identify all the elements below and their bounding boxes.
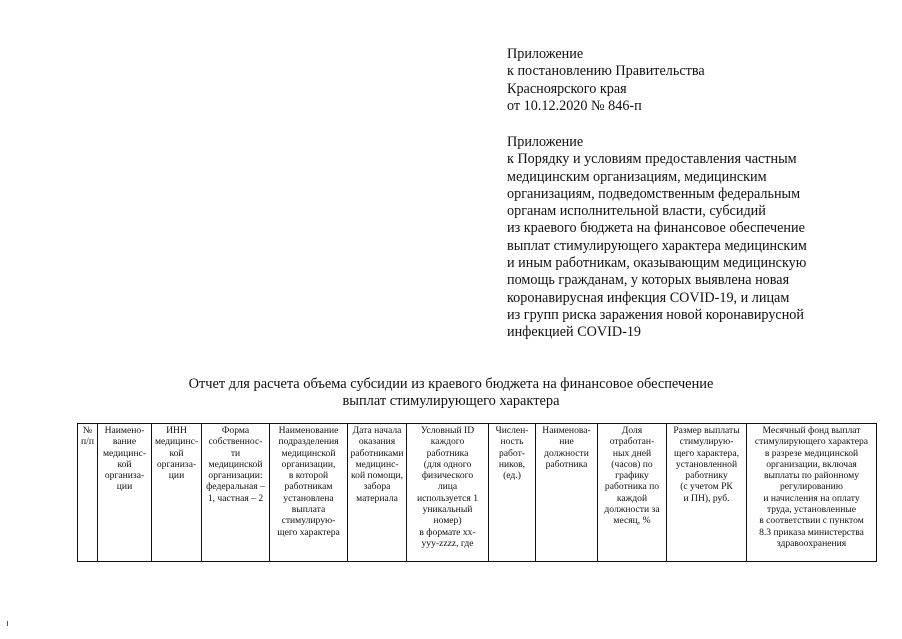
table-header-row (78, 424, 877, 562)
appendix-header-government-resolution (507, 46, 705, 115)
col-header-headcount: Числен- ность работ- ников, (ед.) (489, 424, 536, 562)
col-header-start-date: Дата начала оказания работниками медицинс- кой помощи, забора материала (348, 424, 407, 562)
appendix2-line: коронавирусная инфекция COVID-19, и лицам (507, 289, 790, 306)
col-header-number: № п/п (78, 424, 98, 562)
appendix1-line: от 10.12.2020 № 846-п (507, 97, 642, 114)
appendix2-line: органам исполнительной власти, субсидий (507, 203, 766, 220)
appendix2-line: выплат стимулирующего характера медицинским (507, 237, 807, 254)
report-title-line-2: выплат стимулирующего характера (342, 393, 560, 409)
col-header-department: Наименование подразделения медицинской организации, в которой работникам установлена выплата стимулирую- щего характера (270, 424, 348, 562)
appendix2-line: медицинским организациям, медицинским (507, 168, 767, 185)
appendix-header-procedure (507, 134, 807, 342)
col-header-inn: ИНН медицинс- кой организа- ции (152, 424, 202, 562)
appendix2-line: Приложение (507, 134, 584, 150)
col-header-monthly-fund: Месячный фонд выплат стимулирующего характера в разрезе медицинской организации, включая выплаты по районному регулированию и начисления на оплату труда, установленные в соответствии с пунктом 8.3 приказа министерства здравоохранения (747, 424, 877, 562)
col-header-worked-share: Доля отработан- ных дней (часов) по графику работника по каждой должности за месяц, % (598, 424, 667, 562)
appendix1-line: к постановлению Правительства (507, 63, 705, 80)
col-header-org-name: Наимено- вание медицинс- кой организа- ции (98, 424, 152, 562)
col-header-position: Наименова- ние должности работника (536, 424, 598, 562)
report-title (0, 376, 902, 410)
scan-mark (7, 621, 8, 626)
appendix2-line: из групп риска заражения новой коронавирусной (507, 306, 804, 323)
appendix2-line: помощь гражданам, у которых выявлена новая (507, 272, 790, 289)
appendix2-line: к Порядку и условиям предоставления частным (507, 151, 797, 168)
appendix2-line: инфекцией COVID-19 (507, 324, 642, 341)
col-header-worker-id: Условный ID каждого работника (для одного физического лица используется 1 уникальный номер) в формате хх- ууу-zzzz, где (407, 424, 489, 562)
appendix1-line: Красноярского края (507, 80, 627, 97)
report-title-line-1: Отчет для расчета объема субсидии из краевого бюджета на финансовое обеспечение (188, 376, 714, 392)
col-header-payment-amount: Размер выплаты стимулирую- щего характера, установленной работнику (с учетом РК и ПН), руб. (667, 424, 747, 562)
report-table (77, 423, 877, 562)
appendix2-line: и иным работникам, оказывающим медицинскую (507, 255, 807, 272)
appendix1-line: Приложение (507, 46, 584, 62)
appendix2-line: из краевого бюджета на финансовое обеспечение (507, 220, 805, 237)
col-header-ownership-form: Форма собственнос- ти медицинской организации: федеральная – 1, частная – 2 (202, 424, 270, 562)
appendix2-line: организациям, подведомственным федеральным (507, 185, 801, 202)
